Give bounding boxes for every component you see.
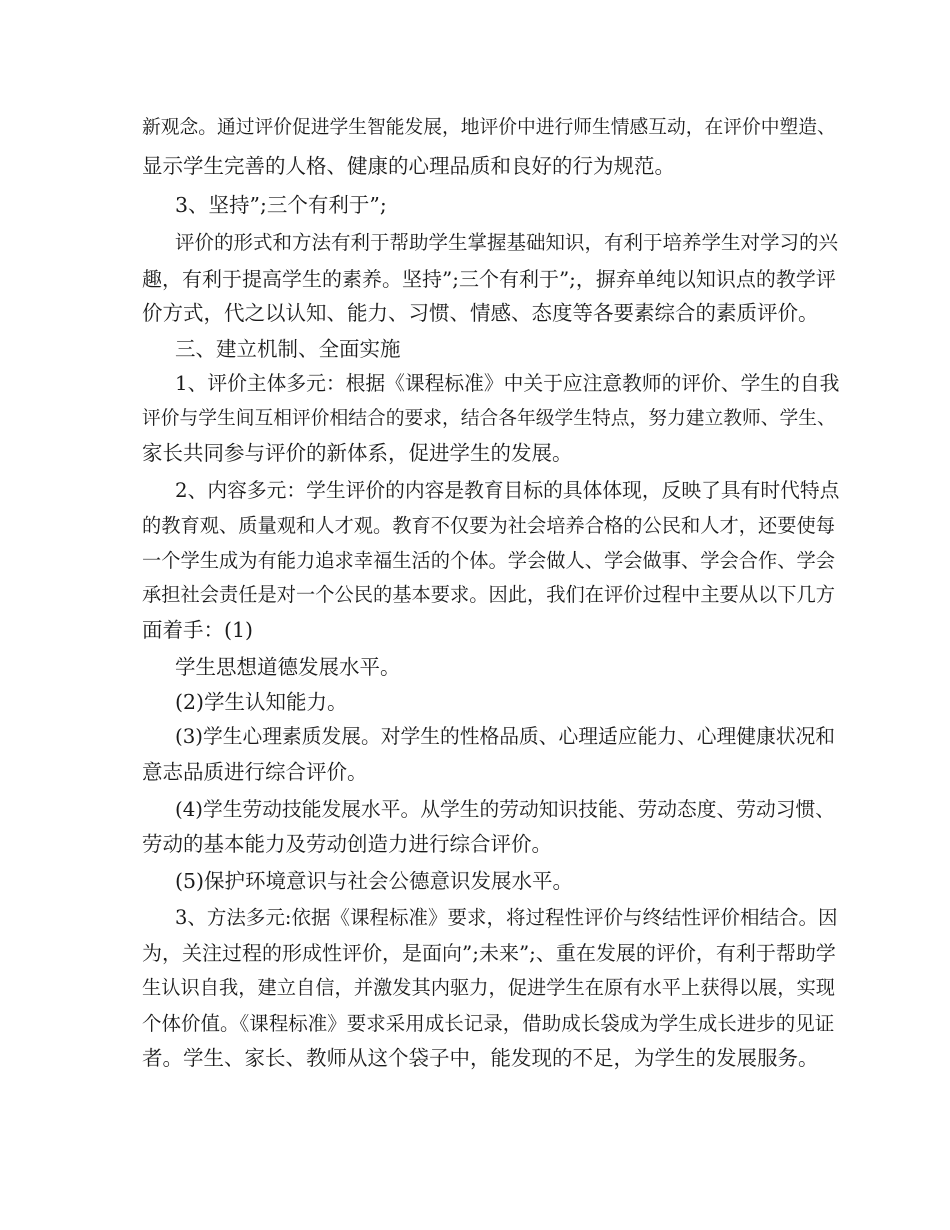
text-line: (4)学生劳动技能发展水平。从学生的劳动知识技能、劳动态度、劳动习惯、 (175, 798, 835, 821)
text-line: 面着手：(1) (142, 618, 254, 642)
text-line: 3、坚持”;三个有利于”; (175, 193, 387, 217)
text-line: 新观念。通过评价促进学生智能发展，地评价中进行师生情感互动，在评价中塑造、 (142, 117, 836, 138)
text-line: 生认识自我，建立自信，并激发其内驱力，促进学生在原有水平上获得以展，实现 (142, 976, 835, 999)
text-line: (2)学生认知能力。 (175, 690, 348, 714)
text-line: 家长共同参与评价的新体系，促进学生的发展。 (142, 441, 573, 465)
text-line: 评价与学生间互相评价相结合的要求，结合各年级学生特点，努力建立教师、学生、 (142, 408, 836, 429)
text-line: 学生思想道德发展水平。 (175, 655, 401, 679)
text-line: 个体价值。《课程标准》要求采用成长记录，借助成长袋成为学生成长进步的见证 (142, 1012, 835, 1035)
text-line: (5)保护环境意识与社会公德意识发展水平。 (175, 869, 574, 893)
text-line: 劳动的基本能力及劳动创造力进行综合评价。 (142, 832, 552, 856)
text-line: 1、评价主体多元：根据《课程标准》中关于应注意教师的评价、学生的自我 (175, 372, 840, 395)
text-line: 价方式，代之以认知、能力、习惯、情感、态度等各要素综合的素质评价。 (142, 301, 819, 325)
text-line: 显示学生完善的人格、健康的心理品质和良好的行为规范。 (142, 154, 675, 178)
text-line: 评价的形式和方法有利于帮助学生掌握基础知识，有利于培养学生对学习的兴 (175, 231, 839, 254)
text-line: 为，关注过程的形成性评价，是面向”;未来”;、重在发展的评价，有利于帮助学 (142, 941, 836, 965)
text-line: 一个学生成为有能力追求幸福生活的个体。学会做人、学会做事、学会合作、学会 (142, 549, 835, 572)
text-line: 的教育观、质量观和人才观。教育不仅要为社会培养合格的公民和人才，还要使每 (142, 514, 835, 537)
text-line: (3)学生心理素质发展。对学生的性格品质、心理适应能力、心理健康状况和 (175, 725, 835, 748)
text-line: 者。学生、家长、教师从这个袋子中，能发现的不足，为学生的发展服务。 (142, 1046, 819, 1070)
text-line: 意志品质进行综合评价。 (142, 760, 368, 784)
text-line: 2、内容多元：学生评价的内容是教育目标的具体体现，反映了具有时代特点 (175, 479, 840, 502)
text-line: 承担社会责任是对一个公民的基本要求。因此，我们在评价过程中主要从以下几方 (142, 583, 835, 606)
text-line: 3、方法多元:依据《课程标准》要求，将过程性评价与终结性评价相结合。因 (175, 906, 838, 929)
section-heading: 三、建立机制、全面实施 (175, 337, 401, 361)
text-line: 趣，有利于提高学生的素养。坚持”;三个有利于”;，摒弃单纯以知识点的教学评 (142, 267, 836, 291)
